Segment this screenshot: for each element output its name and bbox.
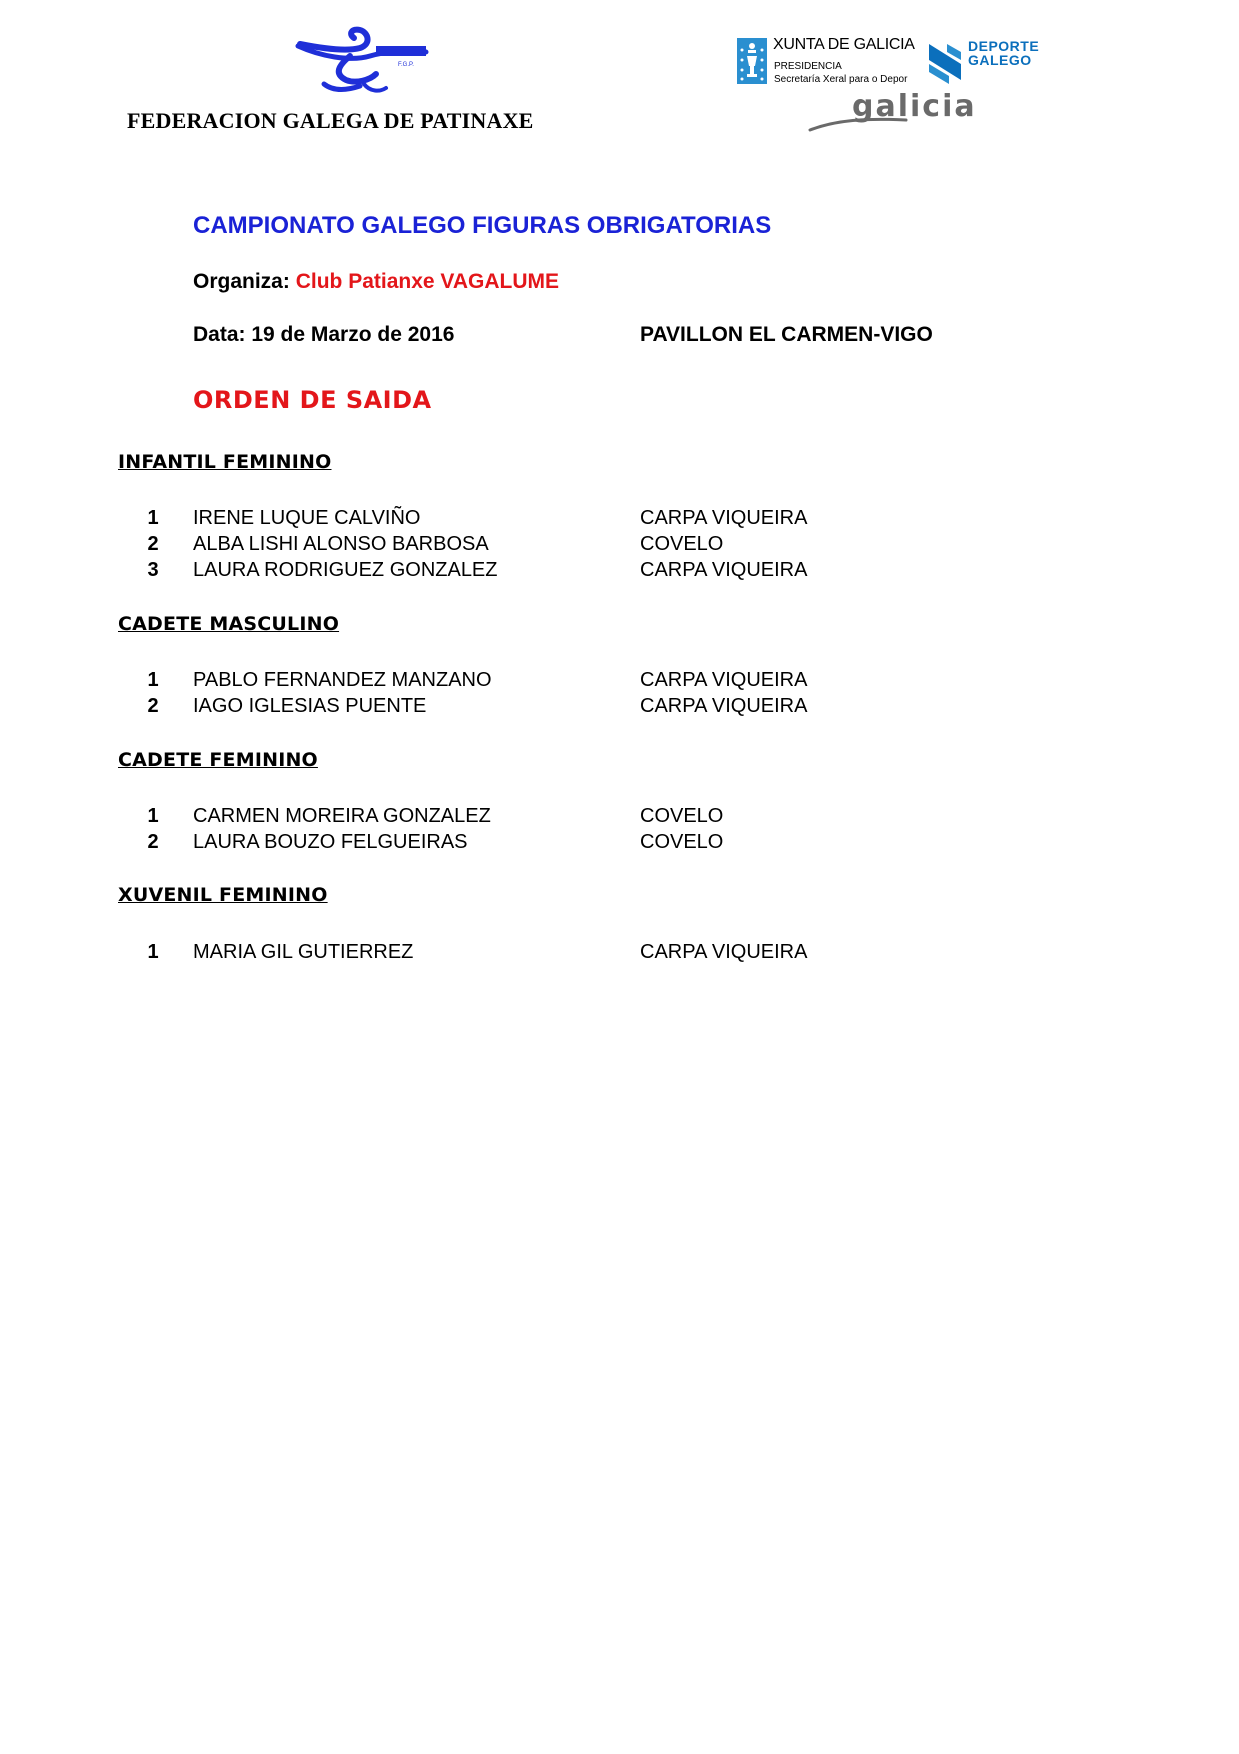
deporte-galego-line1: DEPORTE [968,38,1040,54]
xunta-title: XUNTA DE GALICIA [773,36,915,53]
xunta-subtitle-presidencia: PRESIDENCIA [774,61,842,72]
skater-name: IAGO IGLESIAS PUENTE [193,695,427,717]
category-title: INFANTIL FEMININO [118,451,332,473]
entry-row [0,533,1239,559]
galicia-brand-logo [806,86,996,134]
fgp-logo [290,22,430,96]
entry-number: 1 [147,805,159,827]
entry-number: 2 [147,831,159,853]
entry-row [0,507,1239,533]
entry-number: 1 [147,507,159,529]
organizer-row [193,270,559,294]
entry-number: 1 [147,669,159,691]
club-name: COVELO [640,831,724,853]
entry-number: 1 [147,941,159,963]
skater-name: PABLO FERNANDEZ MANZANO [193,669,492,691]
organizer-label: Organiza: [193,270,290,293]
deporte-galego-line2: GALEGO [968,52,1032,68]
galicia-brand-text: galicia [852,89,977,124]
club-name: COVELO [640,533,724,555]
xunta-shield-icon [737,38,767,84]
event-venue: PAVILLON EL CARMEN-VIGO [640,323,933,346]
skater-name: MARIA GIL GUTIERREZ [193,941,414,963]
entry-row [0,941,1239,967]
entry-number: 2 [147,533,159,555]
fgp-logo-text: F.G.P. [398,62,414,68]
deporte-galego-icon [925,40,965,84]
category-title: XUVENIL FEMININO [118,884,328,906]
club-name: CARPA VIQUEIRA [640,695,808,717]
club-name: CARPA VIQUEIRA [640,941,808,963]
entry-row [0,669,1239,695]
skater-name: CARMEN MOREIRA GONZALEZ [193,805,491,827]
skater-name: LAURA BOUZO FELGUEIRAS [193,831,468,853]
category-title: CADETE FEMININO [118,749,318,771]
skater-name: IRENE LUQUE CALVIÑO [193,507,421,529]
entry-row [0,831,1239,857]
federation-name: FEDERACION GALEGA DE PATINAXE [127,108,534,133]
organizer-value: Club Patianxe VAGALUME [295,270,560,293]
start-order-title: ORDEN DE SAIDA [193,386,432,414]
club-name: CARPA VIQUEIRA [640,669,808,691]
event-date: Data: 19 de Marzo de 2016 [193,323,455,346]
entry-number: 3 [147,559,159,581]
entry-number: 2 [147,695,159,717]
club-name: CARPA VIQUEIRA [640,507,808,529]
category-title: CADETE MASCULINO [118,613,340,635]
entry-row [0,805,1239,831]
club-name: COVELO [640,805,724,827]
xunta-subtitle-secretaria: Secretaría Xeral para o Depor [774,74,908,85]
entry-row [0,695,1239,721]
club-name: CARPA VIQUEIRA [640,559,808,581]
skater-name: LAURA RODRIGUEZ GONZALEZ [193,559,498,581]
skater-name: ALBA LISHI ALONSO BARBOSA [193,533,489,555]
document-title: CAMPIONATO GALEGO FIGURAS OBRIGATORIAS [193,212,772,239]
entry-row [0,559,1239,585]
